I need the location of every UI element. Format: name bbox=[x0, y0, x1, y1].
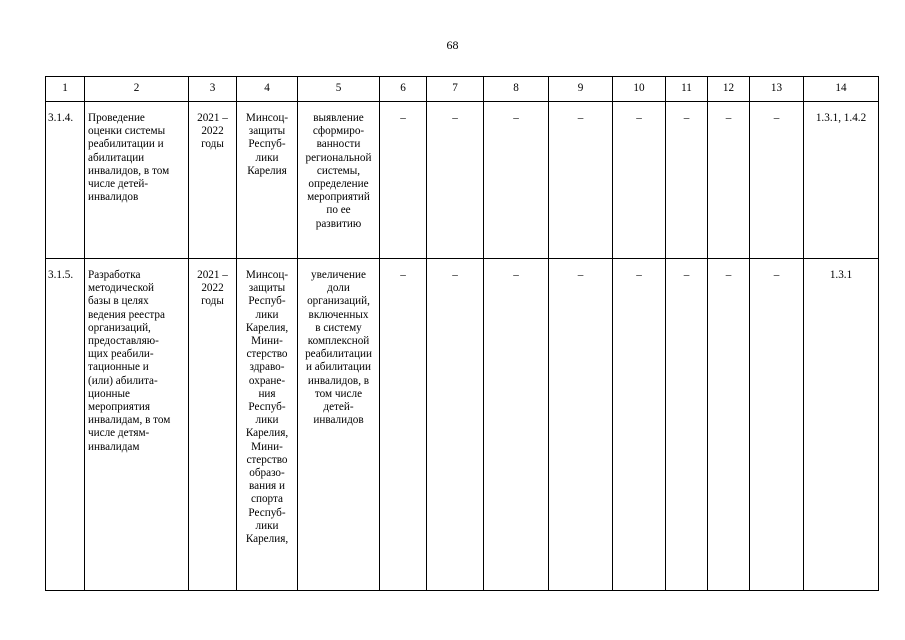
column-header: 1 bbox=[46, 77, 85, 102]
item-indicator-ref: 1.3.1, 1.4.2 bbox=[804, 102, 879, 259]
column-header: 10 bbox=[613, 77, 666, 102]
item-executor: Минсоц- защиты Респуб- лики Карелия, Мини- стерство здраво- охране- ния Респуб- лики Карелия, Мини- стерство образо- вания и спорта Респуб- лики Карелия, bbox=[237, 259, 298, 591]
item-number: 3.1.4. bbox=[46, 102, 85, 259]
page-number: 68 bbox=[446, 38, 459, 52]
item-value-col11: – bbox=[666, 259, 708, 591]
column-header: 4 bbox=[237, 77, 298, 102]
column-header: 12 bbox=[708, 77, 750, 102]
column-header: 7 bbox=[427, 77, 484, 102]
column-header: 6 bbox=[380, 77, 427, 102]
item-value-col6: – bbox=[380, 102, 427, 259]
table-header-row bbox=[46, 77, 879, 102]
column-header: 14 bbox=[804, 77, 879, 102]
item-value-col10: – bbox=[613, 259, 666, 591]
column-header: 11 bbox=[666, 77, 708, 102]
column-header: 9 bbox=[549, 77, 613, 102]
item-value-col12: – bbox=[708, 259, 750, 591]
item-period: 2021 – 2022 годы bbox=[189, 102, 237, 259]
item-value-col8: – bbox=[484, 259, 549, 591]
item-period: 2021 – 2022 годы bbox=[189, 259, 237, 591]
item-value-col10: – bbox=[613, 102, 666, 259]
item-value-col9: – bbox=[549, 102, 613, 259]
measures-table bbox=[45, 76, 879, 591]
column-header: 5 bbox=[298, 77, 380, 102]
table-row bbox=[46, 102, 879, 259]
item-value-col8: – bbox=[484, 102, 549, 259]
item-name: Разработка методической базы в целях ведения реестра организаций, предоставляю- щих реабили- тационные и (или) абилита- ционные мероприятия инвалидам, в том числе детям- инвалидам bbox=[85, 259, 189, 591]
column-header: 8 bbox=[484, 77, 549, 102]
item-value-col6: – bbox=[380, 259, 427, 591]
column-header: 3 bbox=[189, 77, 237, 102]
item-name: Проведение оценки системы реабилитации и абилитации инвалидов, в том числе детей- инвалидов bbox=[85, 102, 189, 259]
item-result: выявление сформиро- ванности региональной системы, определение мероприятий по ее развитию bbox=[298, 102, 380, 259]
item-value-col13: – bbox=[750, 102, 804, 259]
item-number: 3.1.5. bbox=[46, 259, 85, 591]
item-value-col13: – bbox=[750, 259, 804, 591]
item-value-col7: – bbox=[427, 102, 484, 259]
column-header: 2 bbox=[85, 77, 189, 102]
item-result: увеличение доли организаций, включенных в систему комплексной реабилитации и абилитации инвалидов, в том числе детей- инвалидов bbox=[298, 259, 380, 591]
table-row bbox=[46, 259, 879, 591]
column-header: 13 bbox=[750, 77, 804, 102]
item-executor: Минсоц- защиты Респуб- лики Карелия bbox=[237, 102, 298, 259]
item-indicator-ref: 1.3.1 bbox=[804, 259, 879, 591]
item-value-col9: – bbox=[549, 259, 613, 591]
item-value-col7: – bbox=[427, 259, 484, 591]
item-value-col11: – bbox=[666, 102, 708, 259]
item-value-col12: – bbox=[708, 102, 750, 259]
